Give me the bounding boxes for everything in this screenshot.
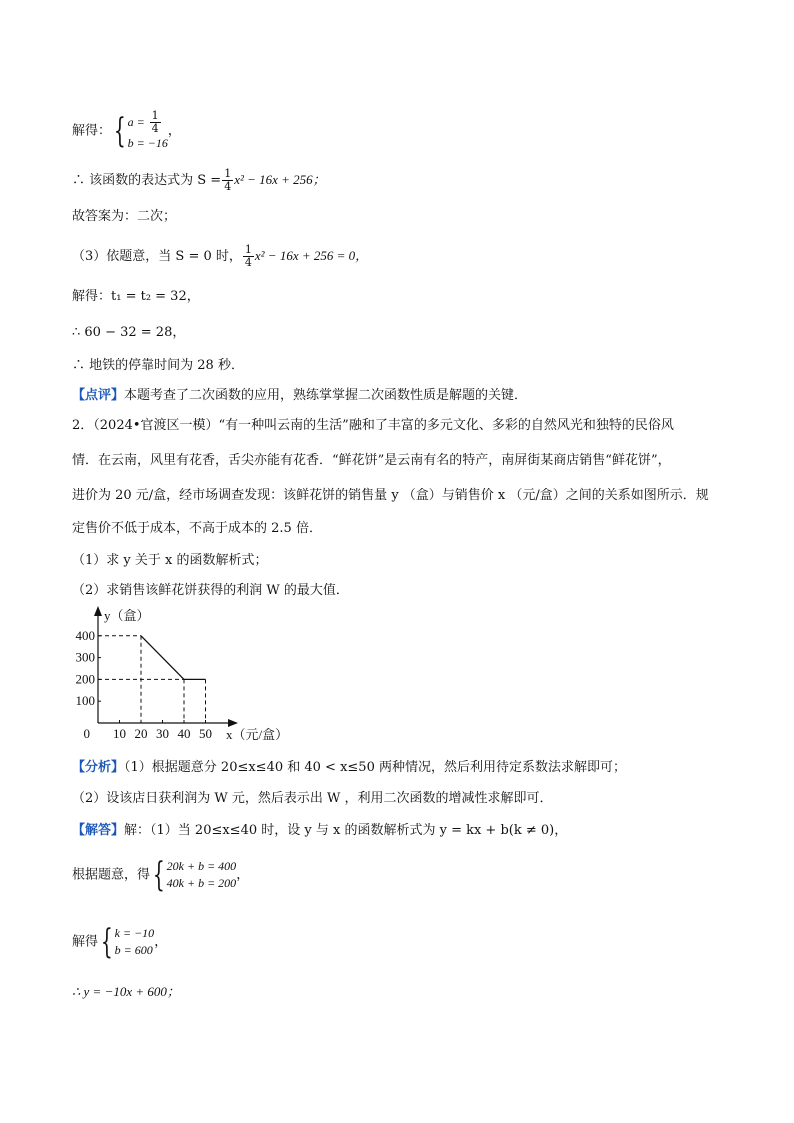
brace: { [100, 922, 113, 962]
answer-tag: 【解答】 [72, 823, 125, 838]
text: ∴ 该函数的表达式为 S = [72, 173, 222, 188]
comment-tag: 【点评】 [72, 388, 125, 403]
numerator: 1 [151, 109, 159, 122]
eq-a: a = [127, 115, 145, 129]
text: 解：（1）当 20≤x≤40 时，设 y 与 x 的函数解析式为 y = kx + b(k ≠ 0)， [124, 823, 568, 838]
x-axis-label: x（元/盒） [226, 727, 289, 742]
analysis-tag: 【分析】 [72, 760, 125, 775]
question-1: （1）求 y 关于 x 的函数解析式； [72, 553, 268, 568]
problem-line-4: 定售价不低于成本，不高于成本的 2.5 倍． [72, 521, 322, 536]
text: （1）根据题意分 20≤x≤40 和 40 < x≤50 两种情况，然后利用待定系数法求解即可； [124, 760, 626, 775]
equation-system [128, 110, 168, 152]
brace: { [113, 111, 126, 151]
sales-chart [66, 600, 316, 750]
answer-line-4: ∴ y = −10x + 600； [72, 984, 180, 999]
x-axis-arrow [228, 719, 238, 727]
fraction [243, 244, 254, 269]
fraction [222, 168, 233, 193]
comment-line [72, 387, 527, 405]
problem-line-1: 2．（2024•官渡区一模）“有一种叫云南的生活”融和了丰富的多元文化、多彩的自然风光和独特的民俗风 [72, 418, 674, 433]
answer-line-3 [72, 922, 168, 962]
solution-line-6: ∴ 60 − 32 = 28， [72, 325, 186, 340]
y-tick-label: 400 [75, 627, 95, 643]
solution-line-7: ∴ 地铁的停靠时间为 28 秒． [72, 358, 244, 373]
equation-1: 20k + b = 400 [166, 859, 237, 873]
analysis-line-1 [72, 759, 626, 777]
text: 本题考查了二次函数的应用，熟练掌掌握二次函数性质是解题的关键． [124, 388, 528, 403]
x-tick-label: 40 [177, 726, 191, 741]
numerator: 1 [224, 167, 232, 180]
solution-line-4 [72, 244, 368, 269]
question-2: （2）求销售该鲜花饼获得的利润 W 的最大值． [72, 583, 349, 598]
text: 根据题意，得 [72, 867, 151, 883]
x-tick-label: 50 [199, 726, 212, 741]
problem-line-2: 情．在云南，风里有花香，舌尖亦能有花香．“鲜花饼”是云南有名的特产，南屏街某商店销售“鲜花饼”， [72, 453, 671, 468]
equation-1: k = −10 [114, 926, 155, 940]
answer-line-1 [72, 822, 567, 840]
text: ， [167, 123, 181, 139]
text: x² − 16x + 256； [234, 172, 326, 187]
brace: { [152, 855, 165, 895]
y-axis-label: y（盒） [104, 608, 150, 623]
denominator: 4 [244, 256, 252, 269]
answer-line-2 [72, 855, 250, 895]
solution-line-2 [72, 168, 326, 193]
y-tick-label: 200 [75, 671, 95, 687]
x-tick-label: 10 [113, 726, 126, 741]
text: ， [236, 867, 250, 883]
eq-b: b = −16 [127, 136, 168, 150]
origin-label: 0 [83, 726, 90, 741]
series-segment [141, 636, 184, 680]
denominator: 4 [151, 122, 159, 135]
y-tick-label: 100 [75, 693, 95, 709]
fraction [150, 110, 161, 135]
solution-line-3: 故答案为：二次； [72, 209, 177, 224]
text: （3）依题意，当 S = 0 时， [72, 249, 242, 264]
analysis-line-2: （2）设该店日获利润为 W 元，然后表示出 W ，利用二次函数的增减性求解即可． [72, 791, 553, 806]
x-tick-label: 30 [156, 726, 169, 741]
text: ， [154, 934, 168, 950]
equation-2: 40k + b = 200 [166, 876, 237, 890]
y-axis-arrow [94, 606, 102, 616]
problem-line-3: 进价为 20 元/盒，经市场调查发现：该鲜花饼的销售量 y （盒）与销售价 x （元/盒）之间的关系如图所示．规 [72, 488, 709, 503]
equation-system [115, 925, 155, 959]
numerator: 1 [244, 243, 252, 256]
y-tick-label: 300 [75, 649, 95, 665]
text: x² − 16x + 256 = 0， [254, 248, 369, 263]
text: 解得 [72, 934, 99, 950]
solution-line-1 [72, 110, 181, 152]
denominator: 4 [224, 180, 232, 193]
text: 解得： [72, 123, 112, 139]
equation-2: b = 600 [114, 943, 153, 957]
equation-system [167, 858, 237, 892]
solution-line-5: 解得：t₁ = t₂ = 32， [72, 289, 200, 304]
x-tick-label: 20 [134, 726, 148, 741]
